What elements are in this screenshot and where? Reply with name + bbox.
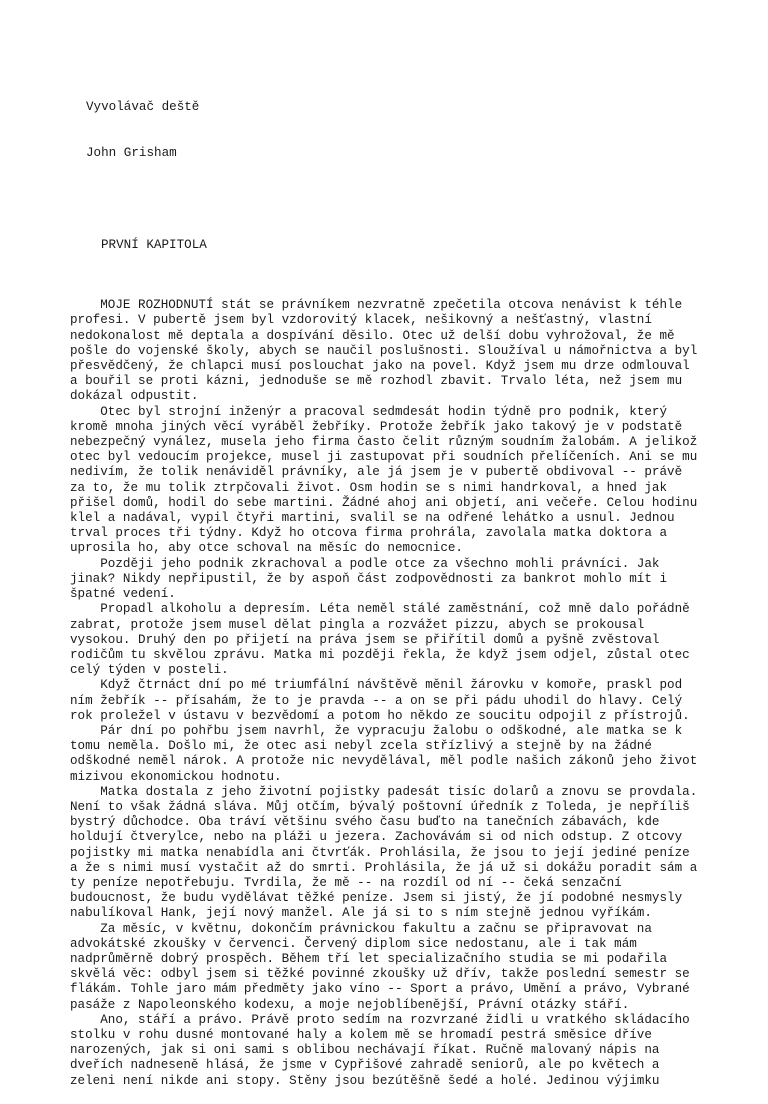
text-line: zabrat, protože jsem musel dělat pingla a rozvážet pizzu, abych se prokousal (70, 617, 645, 632)
text-line: narozených, jak si oni sami s oblibou nechávají říkat. Ručně malovaný nápis na (70, 1043, 660, 1058)
text-line: mizivou ekonomickou hodnotu. (70, 769, 282, 784)
text-line: nabulíkoval Hank, její nový manžel. Ale já si to s ním stejně jednou vyříkám. (70, 906, 652, 921)
text-line: klel a nadával, vypil čtyři martini, svalil se na odřené lehátko a usnul. Jednou (70, 511, 675, 526)
text-line: Není to však žádná sláva. Můj otčím, bývalý poštovní úředník z Toleda, je nepříliš (70, 799, 690, 814)
text-line: profesi. V pubertě jsem byl vzdorovitý klacek, nešikovný a nešťastný, vlastní (70, 313, 652, 328)
text-line: a že s nimi musí vystačit až do smrti. Prohlásila, že já už si dokážu poradit sám a (70, 860, 698, 875)
book-title: Vyvolávač deště (86, 100, 200, 115)
text-line: špatné vedení. (70, 587, 176, 602)
text-line: advokátské zkoušky v červenci. Červený diplom sice nedostanu, ale i tak mám (70, 936, 637, 951)
text-line: stolku v rohu dusné montované haly a kolem mě se hromadí pestrá směsice dříve (70, 1027, 652, 1042)
text-line: Matka dostala z jeho životní pojistky padesát tisíc dolarů a znovu se provdala. (70, 784, 698, 799)
text-line: pasáže z Napoleonského kodexu, a moje nejoblíbenější, Právní otázky stáří. (70, 997, 630, 1012)
text-line: Ano, stáří a právo. Právě proto sedím na rozvrzané židli u vratkého skládacího (70, 1012, 690, 1027)
text-line: budoucnost, že budu vydělávat těžké peníze. Jsem si jistý, že jí podobné nesmysly (70, 891, 683, 906)
text-line: za to, že mu tolik ztrpčovali život. Osm hodin se s nimi handrkoval, a hned jak (70, 480, 668, 495)
text-line: bystrý důchodce. Oba tráví většinu svého času buďto na tanečních zábavách, kde (70, 815, 660, 830)
text-line: kromě mnoha jiných věcí vyráběl žebříky. Protože žebřík jako takový je v podstatě (70, 419, 683, 434)
document-page (70, 70, 710, 1104)
text-line: zeleni není nikde ani stopy. Stěny jsou bezútěšně šedé a holé. Jedinou výjimku (70, 1073, 660, 1088)
text-line: přišel domů, hodil do sebe martini. Žádné ahoj ani objetí, ani večeře. Celou hodinu (70, 495, 698, 510)
text-line: Otec byl strojní inženýr a pracoval sedmdesát hodin týdně pro podnik, který (70, 404, 668, 419)
book-author: John Grisham (86, 146, 177, 161)
text-line: Za měsíc, v květnu, dokončím právnickou fakultu a začnu se připravovat na (70, 921, 652, 936)
text-line: pošle do vojenské školy, abych se naučil poslušnosti. Sloužíval u námořnictva a byl (70, 343, 698, 358)
text-line: ním žebřík -- přísahám, že to je pravda -- a on se při pádu uhodil do hlavy. Celý (70, 693, 683, 708)
text-line: jinak? Nikdy nepřipustil, že by aspoň část zodpovědnosti za bankrot mohlo mít i (70, 571, 668, 586)
text-line: holdují čtverylce, nebo na pláži u jezera. Zachovávám si od nich odstup. Z otcovy (70, 830, 683, 845)
text-line: a bouřil se proti kázni, jednoduše se mě rozhodl zbavit. Trvalo léta, než jsem mu (70, 374, 683, 389)
text-line: ty peníze nepotřebuju. Tvrdila, že mě -- na rozdíl od ní -- čeká senzační (70, 875, 622, 890)
text-line: nadprůměrně dobrý prospěch. Během tří let specializačního studia se mi podařila (70, 951, 668, 966)
text-line: MOJE ROZHODNUTÍ stát se právníkem nezvratně zpečetila otcova nenávist k téhle (70, 298, 683, 313)
body-text (70, 298, 710, 1089)
text-line: nedokonalost mě deptala a dospívání děsilo. Otec už delší dobu vyhrožoval, že mě (70, 328, 675, 343)
text-line: uprosila ho, aby otce schoval na měsíc do nemocnice. (70, 541, 463, 556)
text-line: flákám. Tohle jaro mám předměty jako víno -- Sport a právo, Umění a právo, Vybrané (70, 982, 690, 997)
text-line: dokázal odpustit. (70, 389, 199, 404)
text-line: rok proležel v ústavu v bezvědomí a potom ho někdo ze soucitu odpojil z přístrojů. (70, 708, 690, 723)
text-line: trval proces tři týdny. Když ho otcova firma prohrála, zavolala matka doktora a (70, 526, 668, 541)
text-line: otec byl vedoucím projekce, musel ji zastupovat při soudních přelíčeních. Ani se mu (70, 450, 698, 465)
text-line: odškodné neměl nárok. A protože nic nevydělával, měl podle našich zákonů jeho život (70, 754, 698, 769)
text-line: rodičům tu skvělou zprávu. Matka mi později řekla, že když jsem odjel, zůstal otec (70, 647, 690, 662)
text-line: nedivím, že tolik nenáviděl právníky, ale já jsem je v pubertě obdivoval -- právě (70, 465, 683, 480)
text-line: vysokou. Druhý den po přijetí na práva jsem se přiřítil domů a pyšně zvěstoval (70, 632, 660, 647)
text-line: Později jeho podnik zkrachoval a podle otce za všechno mohli právníci. Jak (70, 556, 660, 571)
text-line: pojistky mi matka nenabídla ani čtvrťák. Prohlásila, že jsou to její jediné peníze (70, 845, 690, 860)
text-line: skvělá věc: odbyl jsem si těžké povinné zkoušky už dřív, takže poslední semestr se (70, 967, 690, 982)
text-line: Pár dní po pohřbu jsem navrhl, že vypracuju žalobu o odškodné, ale matka se k (70, 723, 683, 738)
text-line: nebezpečný vynález, musela jeho firma často čelit různým soudním žalobám. A jelikož (70, 435, 698, 450)
text-line: celý týden v posteli. (70, 663, 229, 678)
text-line: tomu neměla. Došlo mi, že otec asi nebyl zcela střízlivý a stejně by na žádné (70, 739, 652, 754)
chapter-heading: PRVNÍ KAPITOLA (101, 237, 207, 252)
text-line: Když čtrnáct dní po mé triumfální návštěvě měnil žárovku v komoře, praskl pod (70, 678, 683, 693)
text-line: Propadl alkoholu a depresím. Léta neměl stálé zaměstnání, což mně dalo pořádně (70, 602, 690, 617)
text-line: přesvědčený, že chlapci musí poslouchat jako na povel. Když jsem mu drze odmlouval (70, 359, 690, 374)
text-line: dveřích nadneseně hlásá, že jsme v Cypřišové zahradě seniorů, ale po květech a (70, 1058, 660, 1073)
